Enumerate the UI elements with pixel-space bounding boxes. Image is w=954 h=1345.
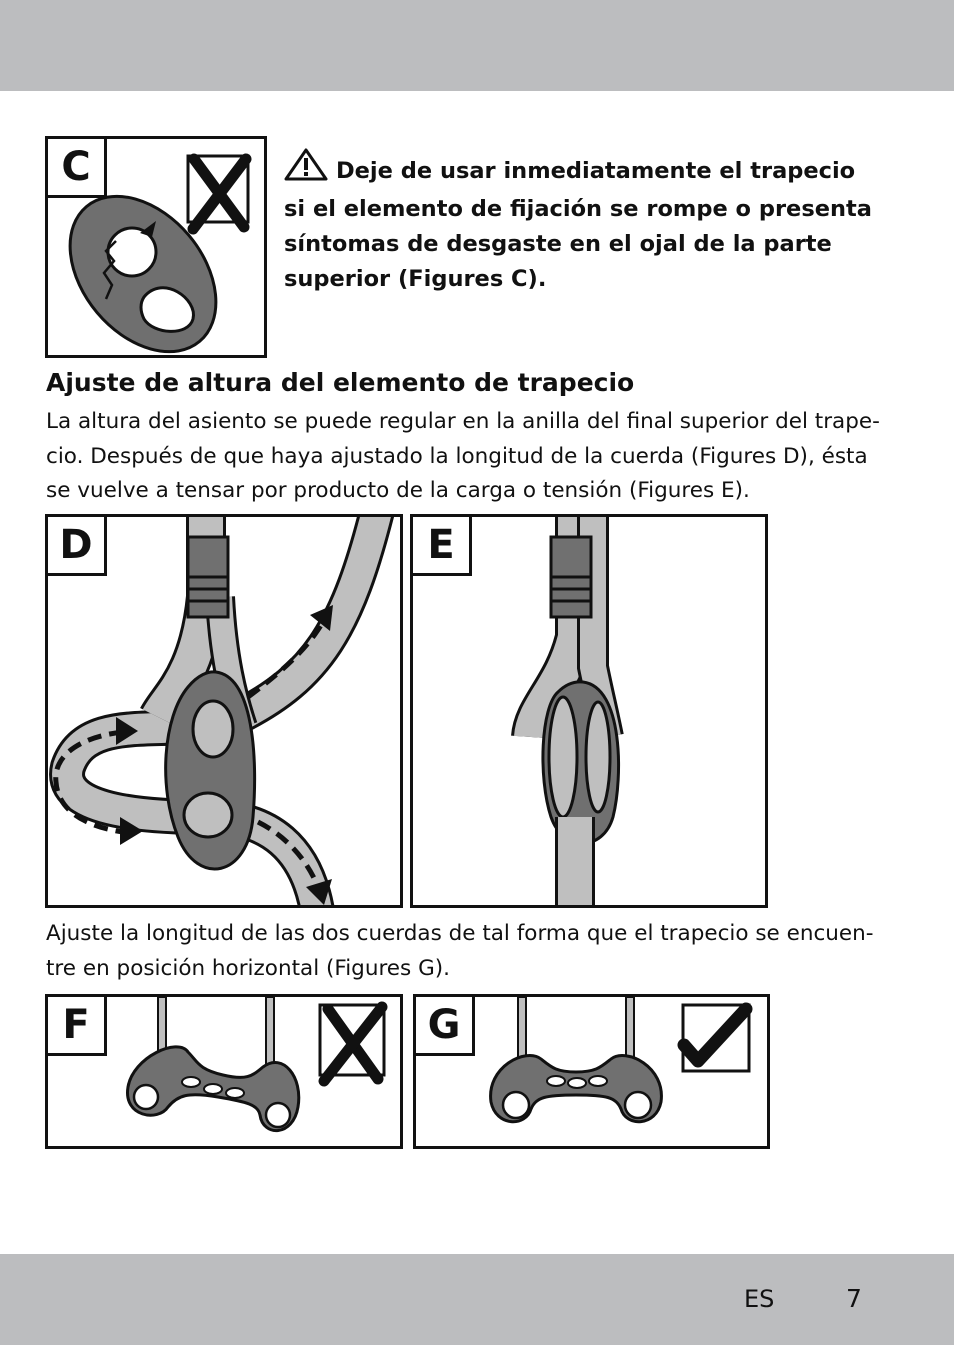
level-trapeze-bar bbox=[491, 997, 662, 1122]
figure-e-label: E bbox=[410, 514, 472, 576]
paragraph-line: cio. Después de que haya ajustado la longitud de la cuerda (Figures D), ésta bbox=[46, 443, 868, 469]
rope-illustration bbox=[67, 517, 378, 905]
warning-line-4: superior (Figures C). bbox=[284, 266, 547, 292]
figure-d bbox=[45, 514, 403, 908]
figure-g-label: G bbox=[413, 994, 475, 1056]
paragraph-horizontal bbox=[46, 917, 916, 986]
check-mark-icon bbox=[683, 1005, 749, 1071]
warning-line-1: Deje de usar inmediatamente el trapecio bbox=[336, 158, 856, 184]
tensioned-rope-illustration bbox=[531, 517, 619, 905]
warning-line-2: si el elemento de fijación se rompe o presenta bbox=[284, 196, 872, 222]
paragraph-line: se vuelve a tensar por producto de la carga o tensión (Figures E). bbox=[46, 478, 750, 503]
figure-d-label: D bbox=[45, 514, 107, 576]
figure-g bbox=[413, 994, 770, 1149]
bottom-band bbox=[0, 1254, 954, 1345]
footer-language: ES bbox=[744, 1285, 775, 1313]
figure-c-label: C bbox=[45, 136, 107, 198]
warning-line-3: síntomas de desgaste en el ojal de la parte bbox=[284, 231, 832, 257]
warning-text bbox=[284, 148, 924, 297]
section-heading: Ajuste de altura del elemento de trapecio bbox=[46, 368, 635, 397]
paragraph-line: La altura del asiento se puede regular en la anilla del final superior del trape- bbox=[46, 409, 880, 434]
paragraph-height-adjust bbox=[46, 405, 916, 509]
figure-f bbox=[45, 994, 403, 1149]
paragraph-line: Ajuste la longitud de las dos cuerdas de tal forma que el trapecio se encuen- bbox=[46, 921, 874, 946]
cross-mark-icon bbox=[320, 1005, 384, 1081]
figure-f-label: F bbox=[45, 994, 107, 1056]
top-band bbox=[0, 0, 954, 91]
figure-e bbox=[410, 514, 768, 908]
cross-mark-icon bbox=[188, 156, 248, 229]
tilted-trapeze-bar bbox=[128, 997, 299, 1131]
page-number: 7 bbox=[846, 1284, 862, 1313]
warning-triangle-icon bbox=[284, 148, 328, 192]
figure-c bbox=[45, 136, 267, 358]
paragraph-line: tre en posición horizontal (Figures G). bbox=[46, 955, 450, 981]
